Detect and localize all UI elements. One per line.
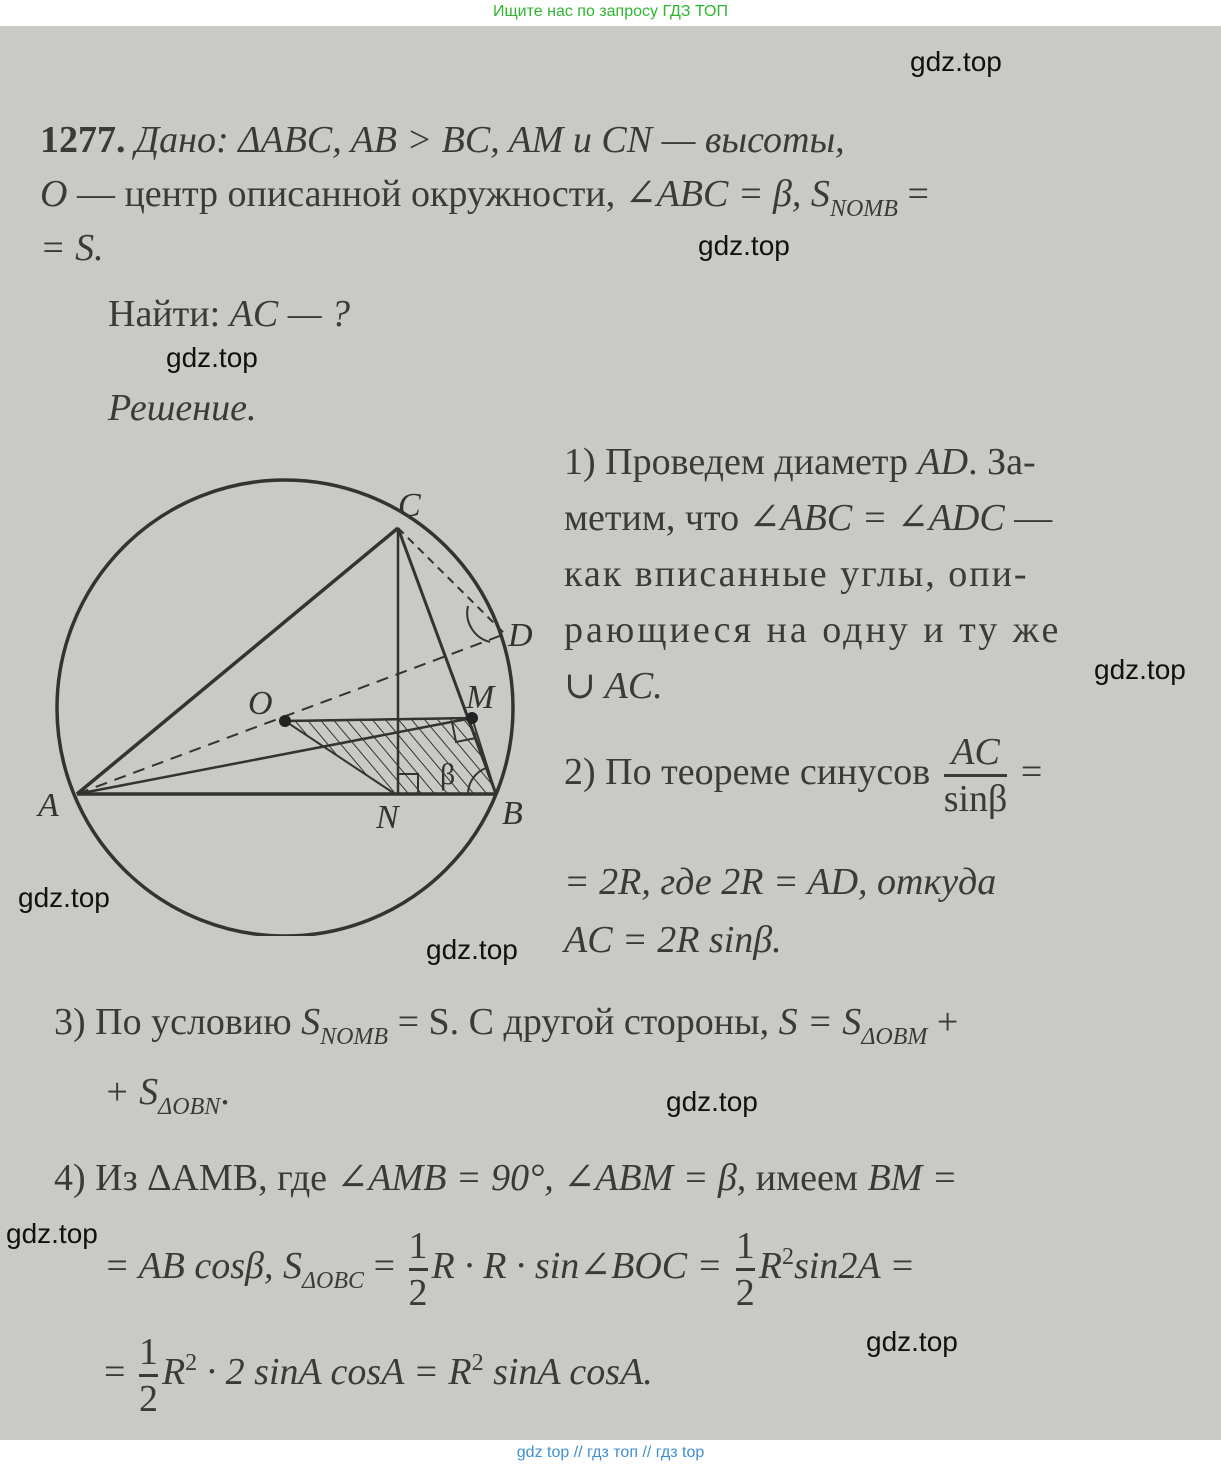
step3-text-a: 3) По условию [54,1001,302,1043]
solution-label: Решение. [108,387,257,429]
watermark: gdz.top [6,1218,98,1249]
label-d: D [508,617,533,654]
step4-text-a: 4) Из ΔAMB, где [54,1157,337,1199]
step4-angles: ∠AMB = 90°, ∠ABM = β, [336,1157,747,1199]
half-den-1: 2 [408,1272,428,1314]
step4-result: sinA cosA. [483,1351,653,1394]
step4-rr-sin: R · R · sin∠BOC = [431,1245,732,1288]
step4-text-c: имеем [746,1157,868,1199]
step1-dash: — [1004,497,1053,539]
step1-line3: как вписанные углы, опи- [564,553,1029,595]
given-conditions: ΔABC, AB > BC, AM и CN — высоты, [238,119,845,161]
step3-line1 [54,1000,958,1059]
step3-plus: + [927,1001,959,1043]
half-num-3: 1 [138,1331,158,1373]
half-num-1: 1 [408,1225,428,1267]
angle-arc-d [467,606,490,642]
find-label: Найти: [108,293,221,335]
step4-eq2: = [104,1351,135,1394]
step2-line3: AC = 2R sinβ. [564,919,782,961]
given-line-1 [40,118,845,162]
center-text: — центр описанной окружности, [67,173,625,215]
fraction-half-1 [409,1226,428,1313]
step4-bm: BM = [867,1157,958,1199]
step4-sin2a: sin2A = [793,1245,915,1288]
step3-s-eq: S = S [778,1001,862,1043]
find-target: AC — ? [229,293,351,335]
label-m: M [466,679,495,716]
top-banner: Ищите нас по запросу ГДЗ ТОП [0,0,1221,26]
segment-cd [398,528,505,634]
step4-line1 [54,1156,957,1200]
step3-text-c: = S. С другой стороны, [388,1001,779,1043]
fraction-numerator: AC [951,731,1000,773]
step4-ab-cos: = AB cosβ, S [104,1245,302,1288]
step3-sub2: ΔOBM [861,1024,928,1050]
step1-diameter: AD [917,441,969,483]
eq-sign: = [897,173,929,215]
step1-line1 [564,440,1036,484]
watermark: gdz.top [18,882,110,913]
step2-eq: = [1020,751,1043,794]
step2-line1 [564,732,1042,819]
textbook-page-scan [0,26,1221,1440]
watermark: gdz.top [166,342,258,373]
point-o [279,715,291,727]
label-n: N [376,799,399,836]
fraction-bar [944,774,1008,777]
watermark: gdz.top [866,1326,958,1357]
find-line [108,292,350,336]
step1-line5: ∪ AC. [564,665,663,707]
step4-2sin: · 2 sinA cosA = R [197,1351,472,1394]
fraction-half-2 [736,1226,755,1313]
geometry-diagram [20,456,580,936]
step3-s2: + S [104,1071,159,1113]
step4-sup: 2 [781,1244,794,1271]
half-num-2: 1 [735,1225,755,1267]
watermark: gdz.top [666,1086,758,1117]
step1-text-a: 1) Проведем диаметр [564,441,918,483]
circumscribed-circle [57,480,513,936]
label-o: O [248,685,273,722]
step4-sub: ΔOBC [301,1268,365,1295]
watermark: gdz.top [698,230,790,261]
step1-line2 [564,496,1052,540]
step1-text-c: . За- [968,441,1036,483]
step4-sup2: 2 [185,1350,198,1377]
step4-eq: = [364,1245,405,1288]
given-label: Дано: [135,119,229,161]
fraction-half-3 [139,1332,158,1419]
hatched-region-nomb [285,718,496,794]
label-c: C [398,487,421,524]
label-a: A [38,787,59,824]
step1-angle-eq: ∠ABC = ∠ADC [748,497,1005,539]
step4-r: R [758,1245,782,1288]
watermark: gdz.top [1094,654,1186,685]
step2-text: 2) По теореме синусов [564,751,940,794]
step2-line2: = 2R, где 2R = AD, откуда [564,861,997,903]
step4-line3 [104,1332,653,1419]
step3-sub3: ΔOBN [158,1094,221,1120]
watermark: gdz.top [426,934,518,965]
given-line-3: = S. [40,227,104,269]
step1-text-d: метим, что [564,497,749,539]
step4-line2 [104,1226,915,1313]
fraction-ac-sinb [944,732,1008,819]
half-bar-3 [139,1374,158,1377]
angle-text: ∠ABC = β, S [624,173,830,215]
problem-number: 1277. [40,119,126,161]
step3-dot: . [220,1071,230,1113]
given-line-2 [40,172,929,231]
step3-line2 [104,1070,230,1129]
label-b: B [502,795,523,832]
area-subscript: NOMB [829,196,898,222]
watermark: gdz.top [910,46,1002,77]
half-den-3: 2 [138,1378,158,1420]
bottom-banner: gdz top // гдз топ // гдз top [0,1440,1221,1467]
point-o-text: O [40,173,68,215]
half-bar-1 [409,1268,428,1271]
half-den-2: 2 [735,1272,755,1314]
half-bar-2 [736,1268,755,1271]
step3-s: S [301,1001,321,1043]
step3-sub: NOMB [320,1024,389,1050]
fraction-denominator: sinβ [943,778,1008,820]
step4-r2: R [161,1351,186,1394]
step4-sup3: 2 [471,1350,484,1377]
label-beta: β [440,758,456,791]
step1-line4: рающиеся на одну и ту же [564,609,1062,651]
